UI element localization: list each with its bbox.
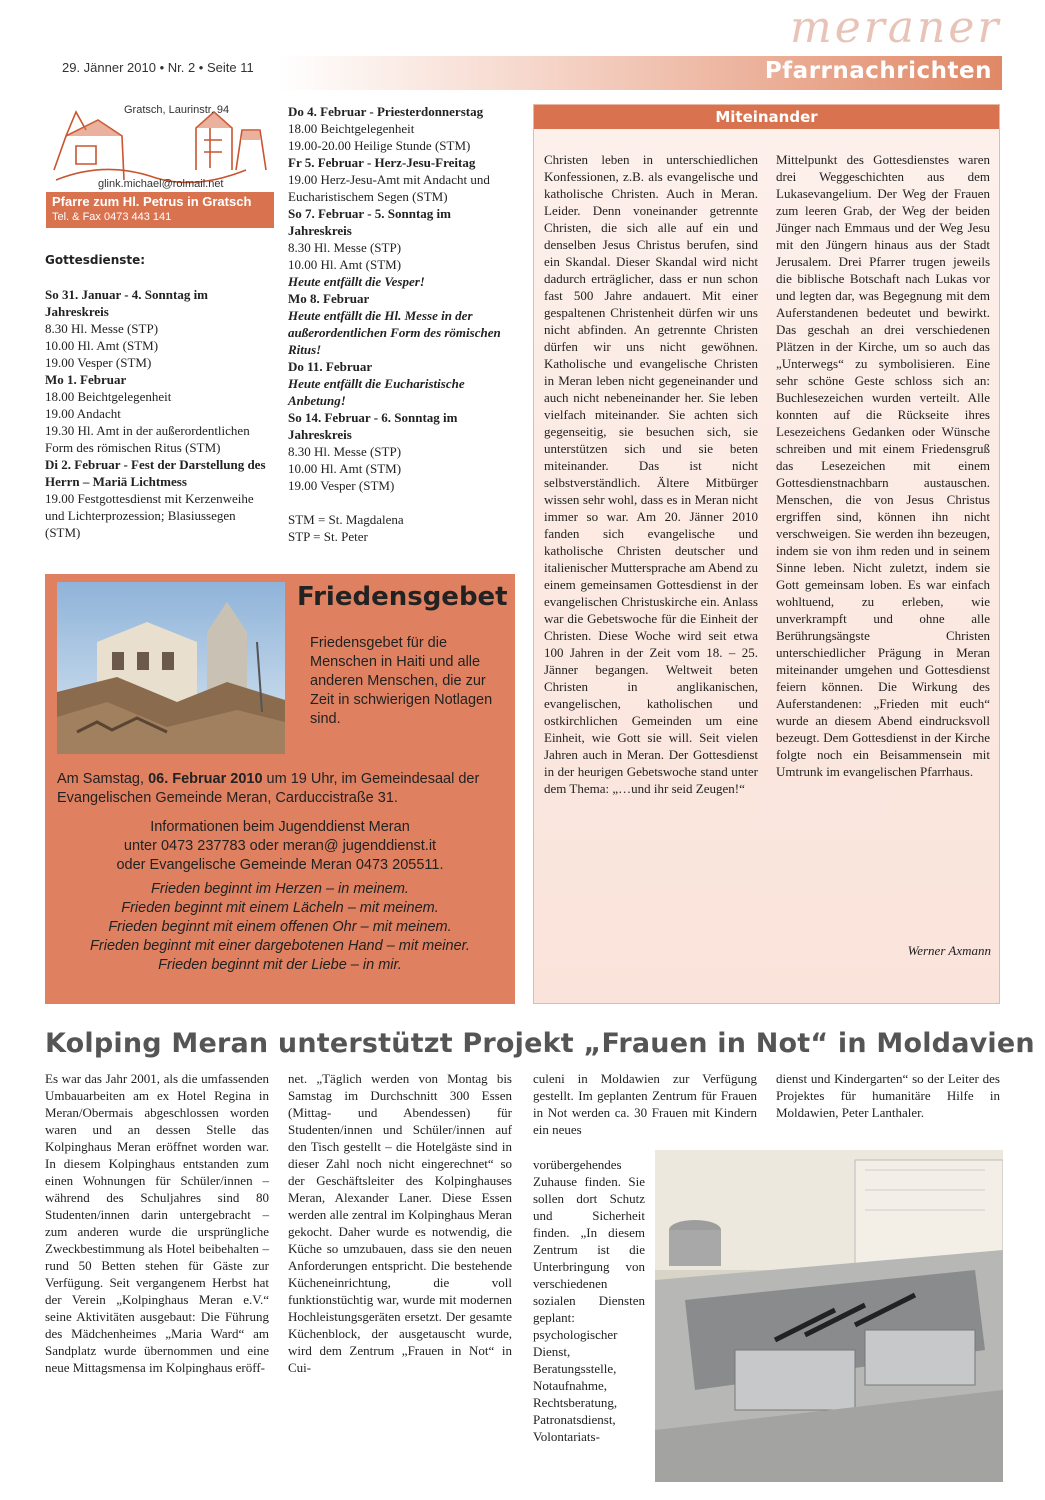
service-entry: 19.30 Hl. Amt in der außerordentlichen Form des römischen Ritus (STM) xyxy=(45,423,250,455)
services-column-1 xyxy=(45,252,273,541)
verse-line: Frieden beginnt mit einem offenen Ohr – mit meinem. xyxy=(108,919,452,935)
service-entry: 19.00 Herz-Jesu-Amt mit Andacht und Eucharistischem Segen (STM) xyxy=(288,172,490,204)
parish-phone: Tel. & Fax 0473 443 141 xyxy=(52,211,172,223)
service-entry: 8.30 Hl. Messe (STP) xyxy=(288,444,402,459)
service-entry: Fr 5. Februar - Herz-Jesu-Freitag xyxy=(288,155,476,170)
service-entry: 10.00 Hl. Amt (STM) xyxy=(288,257,402,272)
section-banner xyxy=(278,56,1002,90)
verse-line: Frieden beginnt im Herzen – in meinem. xyxy=(151,881,409,897)
service-entry: 19.00 Vesper (STM) xyxy=(288,478,395,493)
friedensgebet-event-info xyxy=(57,770,507,808)
kolping-text-column-4: dienst und Kindergarten“ so der Leiter des Projektes für humanitäre Hilfe in Moldawien, Peter Lanthaler. xyxy=(776,1071,1000,1120)
parish-info-box xyxy=(46,100,274,230)
service-entry: Mo 8. Februar xyxy=(288,291,370,306)
kitchen-photo xyxy=(655,1150,1003,1482)
parish-name: Pfarre zum Hl. Petrus in Gratsch xyxy=(52,194,252,209)
miteinander-header: Miteinander xyxy=(534,105,999,129)
service-entry: Heute entfällt die Vesper! xyxy=(288,274,425,289)
service-entry: 8.30 Hl. Messe (STP) xyxy=(288,240,402,255)
service-entry: 10.00 Hl. Amt (STM) xyxy=(288,461,402,476)
kolping-text-column-3b: vorübergehendes Zuhause finden. Sie sollen dort Schutz und Sicherheit finden. „In diesem Zentrum ist die Unterbringung von verschiedenen sozialen Diensten geplant: psychologischer Dienst, Beratungsstelle, Notaufnahme, Rechtsberatung, Patronatsdienst, Volontariats- xyxy=(533,1157,645,1444)
kolping-text-column-1: Es war das Jahr 2001, als die umfassenden Umbauarbeiten am ex Hotel Regina in Meran/Obermais abgeschlossen worden waren und an dessen Stelle das Kolpinghaus Meran eröffnet worden war. In diesem Kolpinghaus entstanden zum einen Wohnungen für Schüler/innen – während des Schuljahres sind 80 Studenten/innen darin untergebracht – zum anderen wurde die ursprüngliche Zweckbestimmung als Hotel beibehalten – rund 50 Betten stehen für Gäste zur Verfügung. Seit vergangenem Herbst hat der Verein „Kolpinghaus Meran e.V.“ seine Aktivitäten ausgebaut: Die Führung des Mädchenheimes „Maria Ward“ am Sandplatz wurde übernommen und eine neue Mittagsmensa im Kolpinghaus eröff- xyxy=(45,1071,269,1375)
service-entry: STP = St. Peter xyxy=(288,529,368,544)
miteinander-text-column-2: Mittelpunkt des Gottesdienstes waren drei Weggeschichten aus dem Lukasevangelium. Der Weg der Frauen zum leeren Grab, der Weg der beiden Jünger nach Emmaus und der Weg Jesu mit den Jüngern hinaus aus der Stadt Jerusalem. Drei Pfarrer trugen jeweils die biblische Botschaft nach Lukas vor und legten dar, was Begegnung mit dem Auferstandenen bedeutet und bewirkt. Das geschah an drei verschiedenen Plätzen in der Kirche, um so auch das „Unterwegs“ zu symbolisieren. Eine sehr schöne Geste schloss sich an: Buchlesezeichen wurden verteilt. Alle konnten auf die Rückseite ihres Lesezeichens Gedanken oder Wünsche schreiben und mit einem Friedensgruß das Lesezeichen mit einem Gottesdienstnachbarn austauschen. Menschen, die von Jesus Christus ergriffen sind, können ihn nicht verschweigen. Sie werden ihn bezeugen, indem sie von ihm reden und in seinem Sinne leben. Nicht zuletzt, indem sie Gott gemeinsam loben. Es war einfach wohltuend, zu erleben, wie unverkrampft und ohne alle Berührungsängste Christen unterschiedlicher Prägung in Meran miteinander umgehen und Gottesdienst feiern können. Die Wirkung des Auferstandenen: „Frieden mit euch“ wurde an diesem Abend eindrucksvoll bezeugt. Dem Gottesdienst in der Kirche folgte noch ein Beisammensein mit Umtrunk im evangelischen Pfarrhaus. xyxy=(776,152,990,779)
service-entry: So 14. Februar - 6. Sonntag im Jahreskreis xyxy=(288,410,458,442)
friedensgebet-box xyxy=(45,574,515,1004)
service-entry: 18.00 Beichtgelegenheit xyxy=(45,389,172,404)
friedensgebet-intro: Friedensgebet für die Menschen in Haiti und alle anderen Menschen, die zur Zeit in schwierigen Notlagen sind. xyxy=(310,635,493,727)
parish-banner xyxy=(46,192,274,228)
service-entry: 10.00 Hl. Amt (STM) xyxy=(45,338,159,353)
friedensgebet-verses xyxy=(45,880,515,975)
haiti-earthquake-photo xyxy=(57,582,285,754)
services-heading: Gottesdienste: xyxy=(45,253,146,267)
service-entry: So 31. Januar - 4. Sonntag im Jahreskreis xyxy=(45,287,209,319)
service-entry: 8.30 Hl. Messe (STP) xyxy=(45,321,159,336)
service-entry: Do 4. Februar - Priesterdonnerstag xyxy=(288,104,484,119)
service-entry: Heute entfällt die Eucharistische Anbetung! xyxy=(288,376,465,408)
contact-line: unter 0473 237783 oder meran@ jugenddienst.it xyxy=(123,838,437,854)
service-entry xyxy=(288,494,516,511)
service-entry: 19.00 Festgottesdienst mit Kerzenweihe und Lichterprozession; Blasiussegen (STM) xyxy=(45,491,254,540)
services-list-2 xyxy=(288,103,516,545)
service-entry: 18.00 Beichtgelegenheit xyxy=(288,121,415,136)
article-author: Werner Axmann xyxy=(907,943,991,958)
service-entry: Do 11. Februar xyxy=(288,359,373,374)
service-entry: 19.00 Vesper (STM) xyxy=(45,355,152,370)
service-entry: Di 2. Februar - Fest der Darstellung des Herrn – Mariä Lichtmess xyxy=(45,457,266,489)
verse-line: Frieden beginnt mit einem Lächeln – mit meinem. xyxy=(121,900,439,916)
contact-line: Informationen beim Jugenddienst Meran xyxy=(150,819,410,835)
friedensgebet-contact xyxy=(45,818,515,875)
parish-email: glink.michael@rolmail.net xyxy=(98,178,224,190)
service-entry: So 7. Februar - 5. Sonntag im Jahreskreis xyxy=(288,206,451,238)
service-entry: Mo 1. Februar xyxy=(45,372,127,387)
miteinander-text-column-1: Christen leben in unterschiedlichen Konfessionen, z.B. als evangelische und katholische Christen. Auch in Meran. Leider. Denn voneinander getrennte Christen, die sich alle auf ein und denselben Jesus Christus berufen, sind ein Skandal. Dieser Skandal wird nicht dadurch erträglicher, dass er nun schon fast 500 Jahre andauert. Mit einer gespaltenen Christenheit dürfen wir uns nicht abfinden. An getrennte Christen dürfen wir uns nicht gewöhnen. Katholische und evangelische Christen in Meran leben nicht gegeneinander und auch nicht nebeneinander her. Sie leben vielfach miteinander. Sie achten sich gegenseitig, sie besuchen sich, sie unterstützen sich und sie beten miteinander. Das ist nicht selbstverständlich. Ältere Mitbürger wissen sehr wohl, dass es in Meran nicht immer so war. Am 20. Jänner 2010 fanden sich evangelische und katholische Christen deutscher und italienischer Muttersprache am Abend zu einem gemeinsamen Gottesdienst in der evangelischen Christuskirche ein. Anlass war die Gebetswoche für die Einheit der Christen. Diese Woche wird seit etwa 100 Jahren in der Zeit vom 18. – 25. Jänner begangen. Weltweit beten Christen in anglikanischen, evangelischen, katholischen und ostkirchlichen Gemeinden um eine Einheit, wie Gott sie will. Seit vielen Jahren auch in Meran. Der Gottesdienst in der heurigen Gebetswoche stand unter dem Thema: „…und ihr seid Zeugen!“ xyxy=(544,152,758,796)
verse-line: Frieden beginnt mit einer dargebotenen Hand – mit meiner. xyxy=(90,938,470,954)
dateline: 29. Jänner 2010 • Nr. 2 • Seite 11 xyxy=(62,60,254,75)
service-entry: Heute entfällt die Hl. Messe in der außerordentlichen Form des römischen Ritus! xyxy=(288,308,501,357)
event-info-suffix: um 19 Uhr, im Gemeindesaal der Evangelischen Gemeinde Meran, Carduccistraße 31. xyxy=(57,771,480,806)
kolping-headline: Kolping Meran unterstützt Projekt „Frauen in Not“ in Moldavien xyxy=(45,1028,1035,1059)
kolping-text-column-2: net. „Täglich werden von Montag bis Samstag im Durchschnitt 300 Essen (Mittag- und Abendessen) für Studenten/innen und Schüler/innen auf den Tisch gestellt – die Hotelgäste sind in dieser Zahl noch nicht eingerechnet“ so der Geschäftsleiter des Kolpinghauses Meran, Alexander Laner. Diese Essen werden alle zentral im Kolpinghaus Meran gekocht. Daher wurde es notwendig, die Küche so umzubauen, dass sie den neuen Anforderungen entspricht. Die bestehende Kücheneinrichtung, die voll funktionstüchtig war, wurde mit modernen Hochleistungsgeräten ersetzt. Der gesamte Küchenblock, der ausgetauscht wurde, wird dem Zentrum „Frauen in Not“ in Cui- xyxy=(288,1071,512,1375)
miteinander-article xyxy=(533,104,1000,1004)
masthead-logo: meraner xyxy=(790,2,1002,53)
services-list-1 xyxy=(45,286,273,541)
service-entry: STM = St. Magdalena xyxy=(288,512,404,527)
verse-line: Frieden beginnt mit der Liebe – in mir. xyxy=(158,957,402,973)
parish-address: Gratsch, Laurinstr. 94 xyxy=(124,104,230,116)
contact-line: oder Evangelische Gemeinde Meran 0473 205511. xyxy=(116,857,444,873)
service-entry: 19.00 Andacht xyxy=(45,406,121,421)
kolping-text-column-3: culeni in Moldawien zur Verfügung gestellt. Im geplanten Zentrum für Frauen in Not werden ca. 30 Frauen mit Kindern ein neues xyxy=(533,1071,757,1137)
event-date: 06. Februar 2010 xyxy=(148,771,263,787)
friedensgebet-title: Friedensgebet xyxy=(297,582,508,612)
service-entry: 19.00-20.00 Heilige Stunde (STM) xyxy=(288,138,471,153)
section-title: Pfarrnachrichten xyxy=(764,58,992,84)
services-column-2 xyxy=(288,103,516,545)
event-info-prefix: Am Samstag, xyxy=(57,771,149,787)
